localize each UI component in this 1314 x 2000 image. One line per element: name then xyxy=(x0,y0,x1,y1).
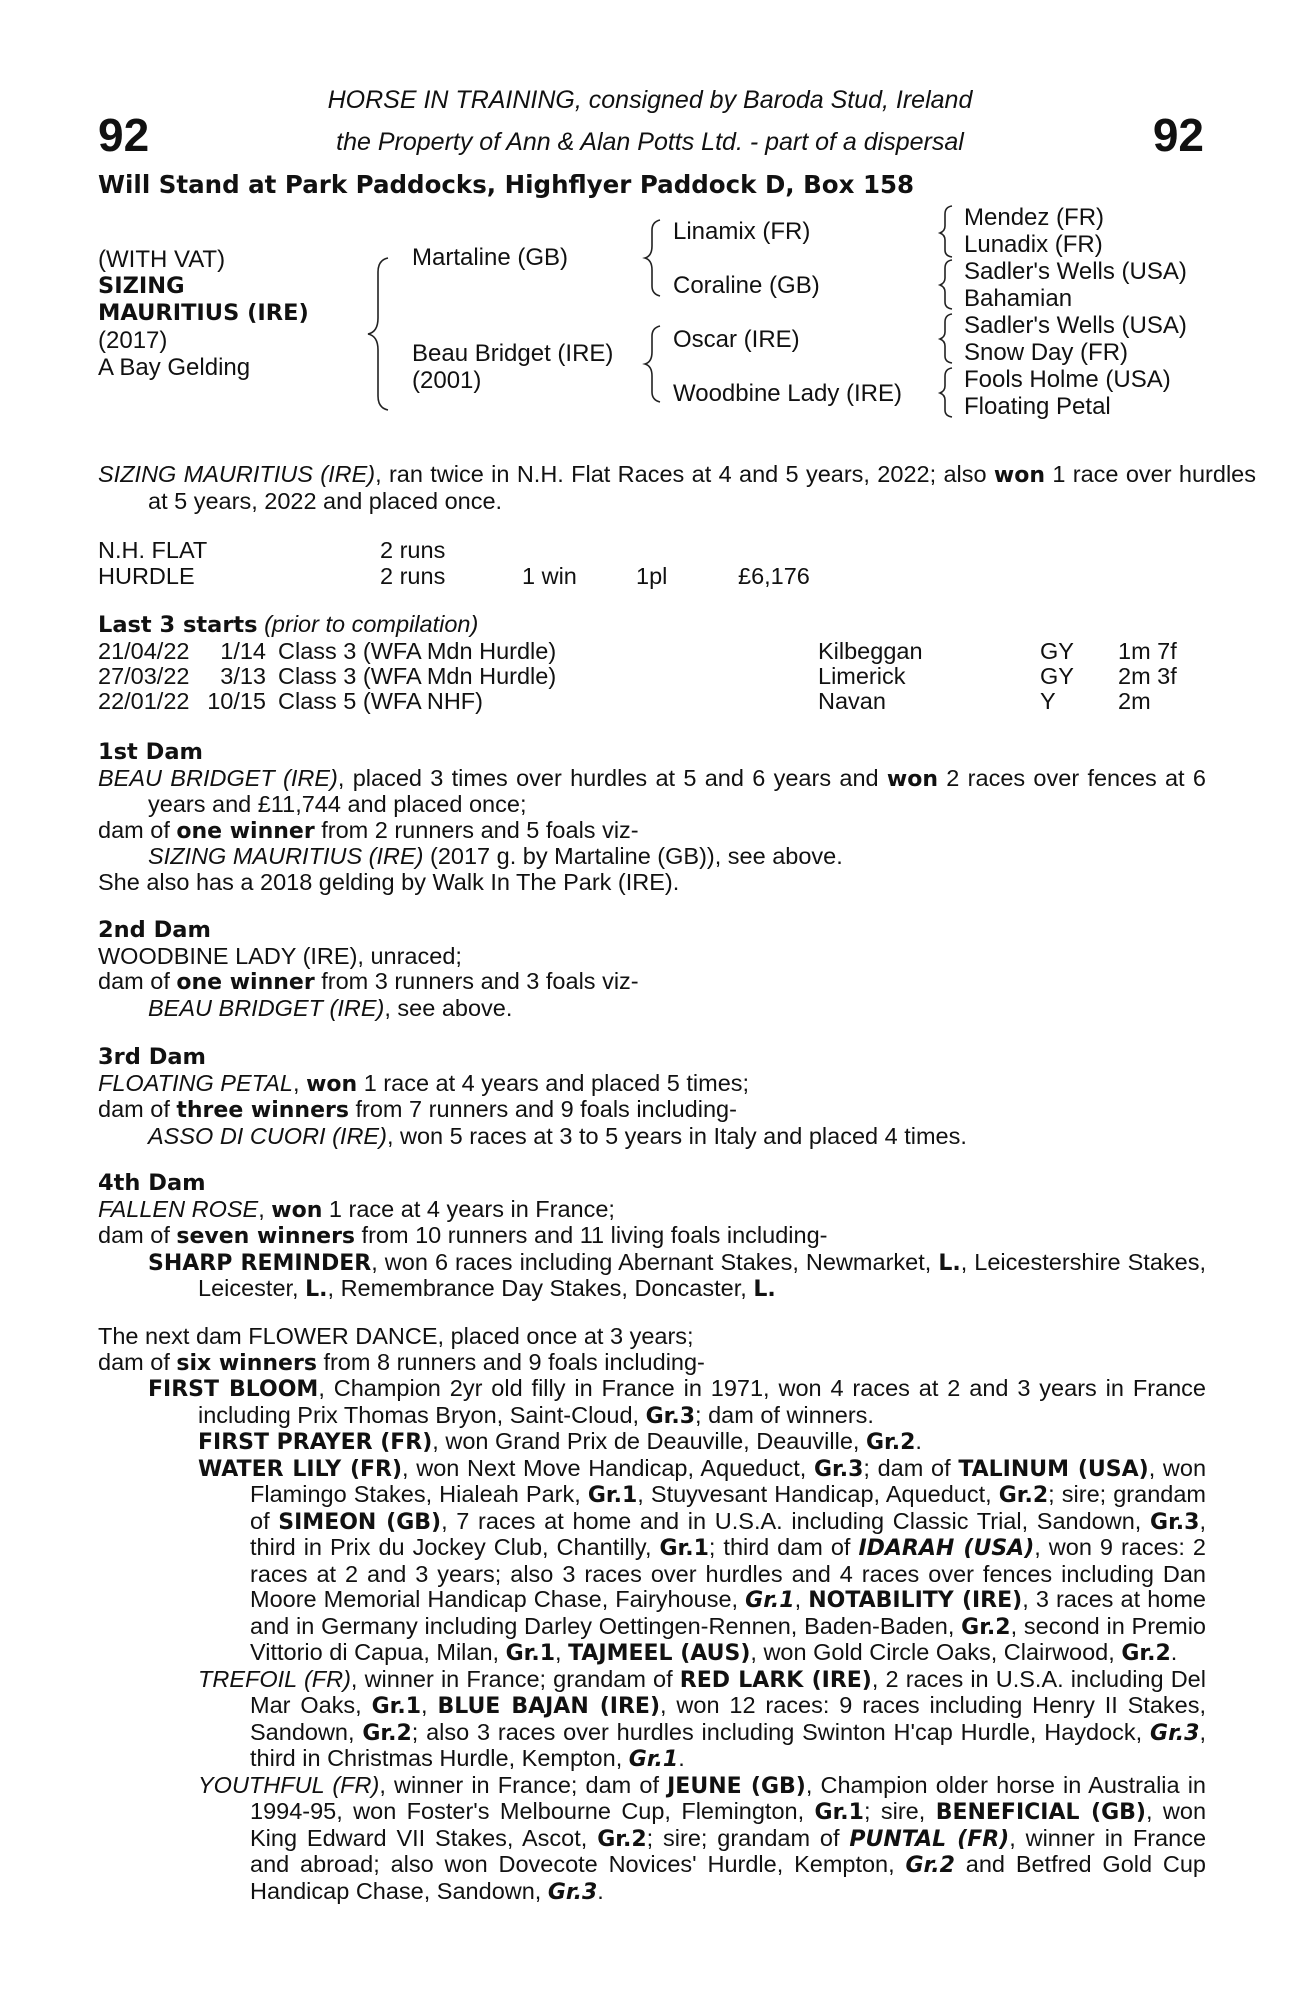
gen3-2: Lunadix (FR) xyxy=(964,231,1103,258)
table-row: HURDLE 2 runs 1 win 1pl £6,176 xyxy=(98,562,810,589)
second-dam-heading: 2nd Dam xyxy=(98,917,211,943)
second-dam-section: 2nd Dam WOODBINE LADY (IRE), unraced; dam of one winner from 3 runners and 3 foals viz- BEAU BRIDGET (IRE), see above. xyxy=(98,918,1206,1021)
gen3-1: Mendez (FR) xyxy=(964,204,1105,231)
summary-horse-name: SIZING MAURITIUS (IRE) xyxy=(98,461,376,487)
sharp-reminder-record: SHARP REMINDER, won 6 races including Abernant Stakes, Newmarket, L., Leicestershire Stakes, Leicester, L., Remembrance Day Stakes, Doncaster, L. xyxy=(148,1248,1206,1302)
lot-number-right: 92 xyxy=(1152,109,1204,161)
gen3-7: Fools Holme (USA) xyxy=(964,366,1171,393)
next-dam-section: The next dam FLOWER DANCE, placed once at 3 years; dam of six winners from 8 runners and 9 foals including- FIRST BLOOM, Champion 2yr old filly in France in 1971, won 4 races at 2 and 3 years in France including Prix Thomas Bryon, Saint-Cloud, Gr.3; dam of winners. FIRST PRAYER (FR), won Grand Prix de Deauville, Deauville, Gr.2. WATER LILY (FR), won Next Move Handicap, Aqueduct, Gr.3; dam of TALINUM (USA), won Flamingo Stakes, Hialeah Park, Gr.1, Stuyvesant Handicap, Aqueduct, Gr.2; sire; grandam of SIMEON (GB), 7 races at home and in U.S.A. including Classic Trial, Sandown, Gr.3, third in Prix du Jockey Club, Chantilly, Gr.1; third dam of IDARAH (USA), won 9 races: 2 races at 2 and 3 years; also 3 races over hurdles and 4 races over fences including Dan Moore Memorial Handicap Chase, Fairyhouse, Gr.1, NOTABILITY (IRE), 3 races at home and in Germany including Darley Oettingen-Rennen, Baden-Baden, Gr.2, second in Premio Vittorio di Capua, Milan, Gr.1, TAJMEEL (AUS), won Gold Circle Oaks, Clairwood, Gr.2. TREFOIL (FR), winner in France; grandam of RED LARK (IRE), 2 races in U.S.A. including Del Mar Oaks, Gr.1, BLUE BAJAN (IRE), won 12 races: 9 races including Henry II Stakes, Sandown, Gr.2; also 3 races over hurdles including Swinton H'cap Hurdle, Haydock, Gr.3, third in Christmas Hurdle, Kempton, Gr.1. YOUTHFUL (FR), winner in France; dam of JEUNE (GB), Champion older horse in Australia in 1994-95, won Foster's Melbourne Cup, Flemington, Gr.1; sire, BENEFICIAL (GB), won King Edward VII Stakes, Ascot, Gr.2; sire; grandam of PUNTAL (FR), winner in France and abroad; also won Dovecote Novices' Hurdle, Kempton, Gr.2 and Betfred Gold Cup Handicap Chase, Sandown, Gr.3. xyxy=(98,1323,1207,1905)
first-dam-produce: dam of one winner from 2 runners and 5 foals viz- xyxy=(98,816,639,844)
gen3-4: Bahamian xyxy=(964,285,1073,312)
first-prayer-record: FIRST PRAYER (FR), won Grand Prix de Deauville, Deauville, Gr.2. xyxy=(198,1428,922,1455)
fourth-dam-section: 4th Dam FALLEN ROSE, won 1 race at 4 years in France; dam of seven winners from 10 runners and 11 living foals including- SHARP REMINDER, won 6 races including Abernant Stakes, Newmarket, L., Leicestershire Stakes, Leicester, L., Remembrance Day Stakes, Doncaster, L. xyxy=(98,1170,1206,1302)
third-dam-heading: 3rd Dam xyxy=(98,1044,206,1070)
first-dam-record: BEAU BRIDGET (IRE), placed 3 times over hurdles at 5 and 6 years and won 2 races over fences at 6 years and £11,744 and placed once; xyxy=(98,764,1206,817)
table-row: 27/03/22 3/13 Class 3 (WFA Mdn Hurdle) Limerick GY 2m 3f xyxy=(98,662,1177,689)
brace-g3-2 xyxy=(940,260,952,309)
foaling-year: (2017) xyxy=(98,327,168,354)
brace-dam xyxy=(645,326,660,402)
brace-g3-3 xyxy=(940,314,952,363)
table-row: N.H. FLAT 2 runs xyxy=(98,537,446,563)
third-dam-section: 3rd Dam FLOATING PETAL, won 1 race at 4 years and placed 5 times; dam of three winners from 7 runners and 9 foals including- ASSO DI CUORI (IRE), won 5 races at 3 to 5 years in Italy and placed 4 times. xyxy=(98,1045,1206,1149)
first-dam-offspring: SIZING MAURITIUS (IRE) (2017 g. by Martaline (GB)), see above. xyxy=(148,843,843,869)
last-starts-heading: Last 3 starts xyxy=(98,612,258,638)
first-dam-section xyxy=(98,740,1206,895)
race-summary: SIZING MAURITIUS (IRE), ran twice in N.H. Flat Races at 4 and 5 years, 2022; also won 1 race over hurdles at 5 years, 2022 and placed once. xyxy=(98,461,1256,514)
sire-name: Martaline (GB) xyxy=(412,244,569,271)
brace-g3-4 xyxy=(940,368,952,417)
race-record-table xyxy=(98,538,810,589)
gen3-3: Sadler's Wells (USA) xyxy=(964,258,1187,285)
brace-sire xyxy=(645,220,660,296)
vat-label: (WITH VAT) xyxy=(98,246,226,273)
first-dam-heading: 1st Dam xyxy=(98,739,203,765)
gen2-sire-sire: Linamix (FR) xyxy=(673,218,811,245)
stand-location: Will Stand at Park Paddocks, Highflyer Paddock D, Box 158 xyxy=(98,170,915,199)
water-lily-record: WATER LILY (FR), won Next Move Handicap, Aqueduct, Gr.3; dam of TALINUM (USA), won Flamingo Stakes, Hialeah Park, Gr.1, Stuyvesant Handicap, Aqueduct, Gr.2; sire; grandam of SIMEON (GB), 7 races at home and in U.S.A. including Classic Trial, Sandown, Gr.3, third in Prix du Jockey Club, Chantilly, Gr.1; third dam of IDARAH (USA), won 9 races: 2 races at 2 and 3 years; also 3 races over hurdles and 4 races over fences including Dan Moore Memorial Handicap Chase, Fairyhouse, Gr.1, NOTABILITY (IRE), 3 races at home and in Germany including Darley Oettingen-Rennen, Baden-Baden, Gr.2, second in Premio Vittorio di Capua, Milan, Gr.1, TAJMEEL (AUS), won Gold Circle Oaks, Clairwood, Gr.2. xyxy=(198,1454,1207,1666)
horse-name-line2: MAURITIUS (IRE) xyxy=(98,300,309,326)
gen3-6: Snow Day (FR) xyxy=(964,339,1129,366)
trefoil-record: TREFOIL (FR), winner in France; grandam of RED LARK (IRE), 2 races in U.S.A. including Del Mar Oaks, Gr.1, BLUE BAJAN (IRE), won 12 races: 9 races including Henry II Stakes, Sandown, Gr.2; also 3 races over hurdles including Swinton H'cap Hurdle, Haydock, Gr.3, third in Christmas Hurdle, Kempton, Gr.1. xyxy=(198,1665,1206,1772)
property-line: the Property of Ann & Alan Potts Ltd. - part of a dispersal xyxy=(336,128,964,156)
horse-name-line1: SIZING xyxy=(98,273,185,299)
gen2-sire-dam: Coraline (GB) xyxy=(673,272,820,299)
fourth-dam-heading: 4th Dam xyxy=(98,1170,206,1196)
horse-description: A Bay Gelding xyxy=(98,354,251,381)
dam-name: Beau Bridget (IRE) xyxy=(412,340,614,367)
last-starts-section: Last 3 starts (prior to compilation) 21/04/22 1/14 Class 3 (WFA Mdn Hurdle) Kilbeggan GY 1m 7f 27/03/22 3/13 Class 3 (WFA Mdn Hurdle) Limerick GY 2m 3f 22/01/22 10/15 Class 5 (WFA NHF) Navan Y 2m xyxy=(98,611,1177,714)
youthful-record: YOUTHFUL (FR), winner in France; dam of JEUNE (GB), Champion older horse in Australia in 1994-95, won Foster's Melbourne Cup, Flemington, Gr.1; sire, BENEFICIAL (GB), won King Edward VII Stakes, Ascot, Gr.2; sire; grandam of PUNTAL (FR), winner in France and abroad; also won Dovecote Novices' Hurdle, Kempton, Gr.2 and Betfred Gold Cup Handicap Chase, Sandown, Gr.3. xyxy=(198,1771,1207,1905)
brace-g3-1 xyxy=(940,206,952,257)
first-bloom-record: FIRST BLOOM, Champion 2yr old filly in France in 1971, won 4 races at 2 and 3 years in France including Prix Thomas Bryon, Saint-Cloud, Gr.3; dam of winners. xyxy=(148,1375,1206,1429)
gen2-dam-dam: Woodbine Lady (IRE) xyxy=(673,380,903,407)
last-starts-table xyxy=(98,639,1177,714)
gen2-dam-sire: Oscar (IRE) xyxy=(673,326,800,353)
gen3-5: Sadler's Wells (USA) xyxy=(964,312,1187,339)
table-row: 21/04/22 1/14 Class 3 (WFA Mdn Hurdle) Kilbeggan GY 1m 7f xyxy=(98,637,1177,664)
first-dam-note: She also has a 2018 gelding by Walk In The Park (IRE). xyxy=(98,868,680,895)
brace-main xyxy=(368,258,388,410)
table-row: 22/01/22 10/15 Class 5 (WFA NHF) Navan Y 2m xyxy=(98,687,1151,714)
lot-number-left: 92 xyxy=(98,109,150,161)
dam-year: (2001) xyxy=(412,367,482,394)
consignment-line: HORSE IN TRAINING, consigned by Baroda Stud, Ireland xyxy=(327,86,973,114)
gen3-8: Floating Petal xyxy=(964,393,1111,420)
